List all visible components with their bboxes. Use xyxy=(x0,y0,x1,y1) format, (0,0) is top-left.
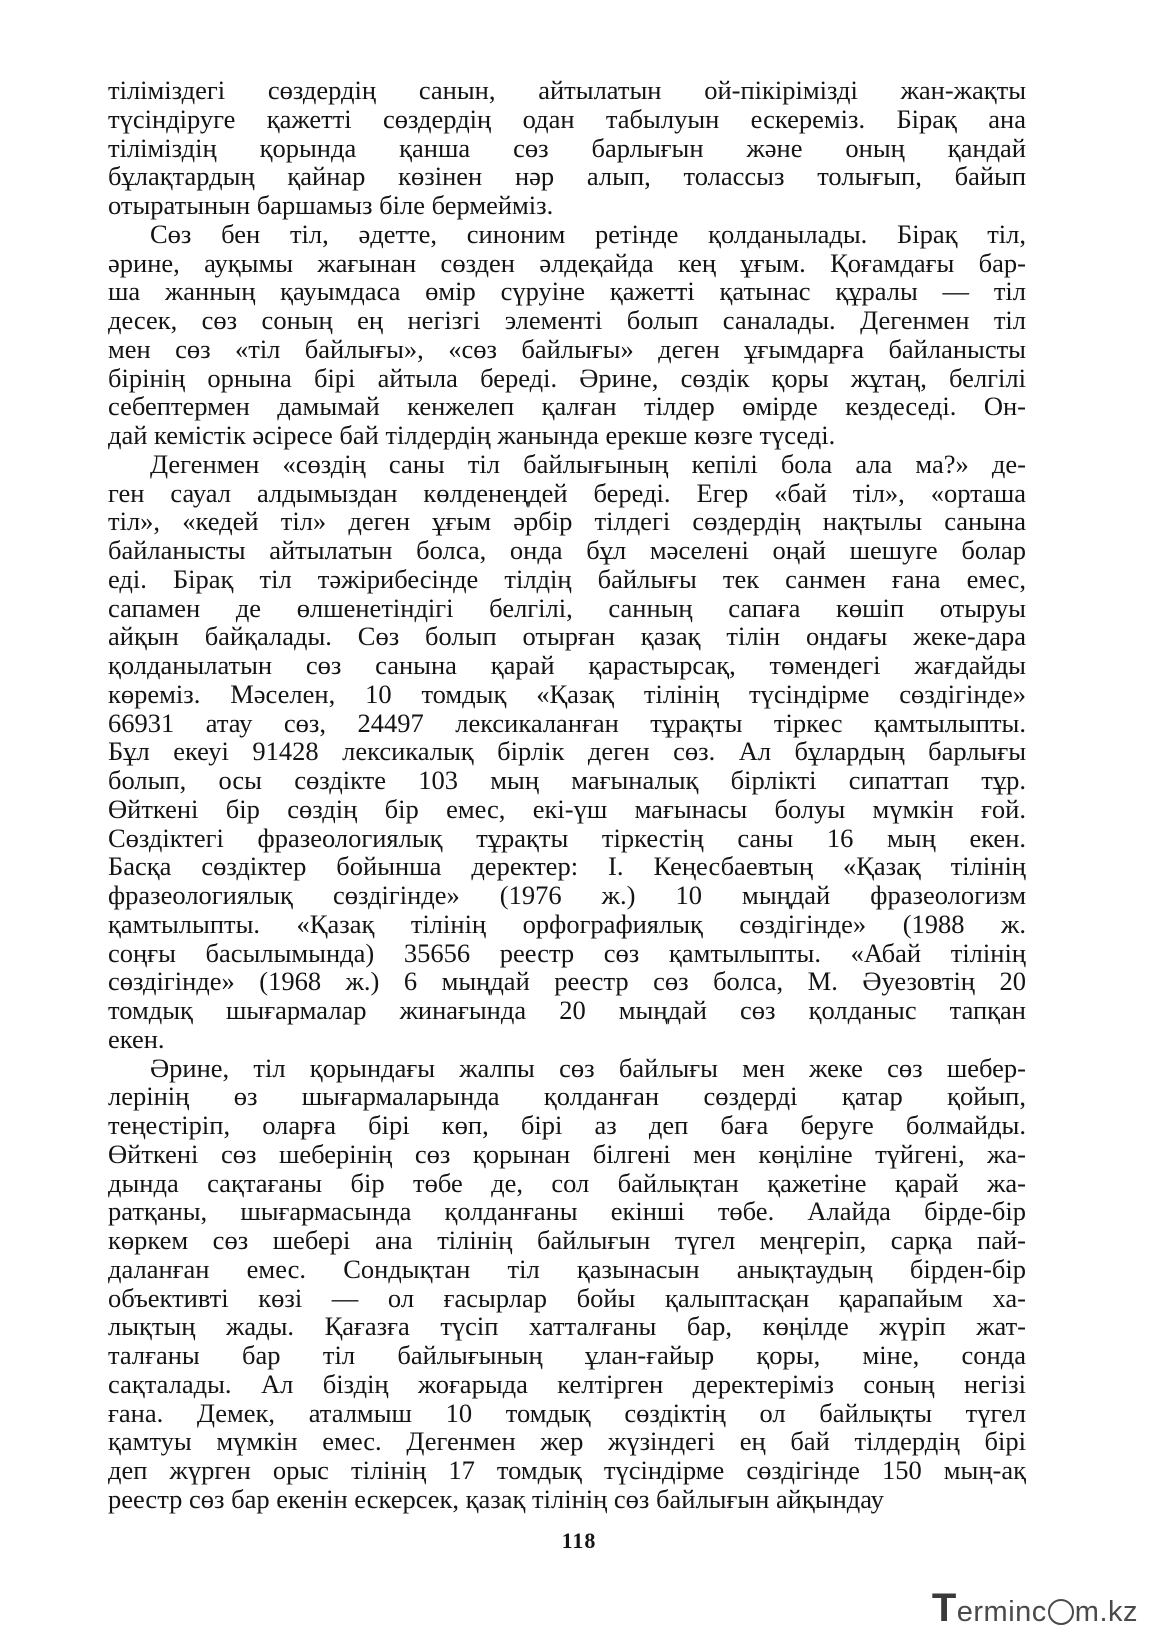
text-line: ғана. Демек, аталмыш 10 томдық сөздіктің ол байлықты түгел xyxy=(108,1397,1026,1428)
text-line: Басқа сөздіктер бойынша деректер: І. Кеңесбаевтың «Қазақ тілінің xyxy=(108,851,1026,882)
text-line: Бұл екеуі 91428 лексикалық бірлік деген сөз. Ал бұлардың барлығы xyxy=(108,736,1026,767)
text-line: Сөз бен тіл, әдетте, синоним ретінде қолданылады. Бірақ тіл, xyxy=(150,218,1026,249)
text-line: десек, сөз соның ең негізгі элементі болып саналады. Дегенмен тіл xyxy=(108,305,1026,335)
text-line: мен сөз «тіл байлығы», «сөз байлығы» деген ұғымдарға байланысты xyxy=(108,333,1026,364)
text-line: реестр сөз бар екенін ескерсек, қазақ тілінің сөз байлығын айқындау xyxy=(108,1483,884,1514)
text-line: тіл», «кедей тіл» деген ұғым әрбір тілдегі сөздердің нақтылы санына xyxy=(108,506,1026,537)
text-line: себептермен дамымай кенжелеп қалған тілдер өмірде кездеседі. Он- xyxy=(108,391,1026,422)
text-line: томдық шығармалар жинағында 20 мыңдай сөз қолданыс тапқан xyxy=(108,995,1026,1025)
text-line: деп жүрген орыс тілінің 17 томдық түсіндірме сөздігінде 150 мың-ақ xyxy=(108,1455,1026,1485)
text-line: бұлақтардың қайнар көзінен нәр алып, толассыз толығып, байып xyxy=(108,161,1026,192)
text-line: айқын байқалады. Сөз болып отырған қазақ тілін ондағы жеке-дара xyxy=(108,621,1026,652)
text-line: қамтылыпты. «Қазақ тілінің орфографиялық сөздігінде» (1988 ж. xyxy=(108,908,1026,939)
text-line: даланған емес. Сондықтан тіл қазынасын анықтаудың бірден-бір xyxy=(108,1253,1026,1284)
text-line: екен. xyxy=(108,1023,165,1054)
site-watermark xyxy=(932,1586,1138,1631)
text-line: қамтуы мүмкін емес. Дегенмен жер жүзіндегі ең бай тілдердің бірі xyxy=(108,1426,1026,1457)
text-line: 66931 атау сөз, 24497 лексикаланған тұрақты тіркес қамтылыпты. xyxy=(108,707,1026,738)
text-line: тіліміздің қорында қанша сөз барлығын және оның қандай xyxy=(108,132,1026,163)
text-line: дай кемістік әсіресе бай тілдердің жанында ерекше көзге түседі. xyxy=(108,420,836,450)
watermark-text-end: m.kz xyxy=(1074,1596,1138,1628)
text-line: Өйткені бір сөздің бір емес, екі-үш мағынасы болуы мүмкін ғой. xyxy=(108,793,1026,824)
text-line: фразеологиялық сөздігінде» (1976 ж.) 10 мыңдай фразеологизм xyxy=(108,880,1026,910)
text-line: болып, осы сөздікте 103 мың мағыналық бірлікті сипаттап тұр. xyxy=(108,765,1026,795)
watermark-initial: T xyxy=(931,1586,957,1630)
watermark-text-start: erminc xyxy=(956,1596,1047,1628)
text-line: ратқаны, шығармасында қолданғаны екінші төбе. Алайда бірде-бір xyxy=(108,1196,1026,1227)
watermark-logo-icon xyxy=(1048,1599,1074,1625)
text-line: тіліміздегі сөздердің санын, айтылатын ой-пікірімізді жан-жақты xyxy=(108,75,1026,105)
text-line: сапамен де өлшенетіндігі белгілі, санның сапаға көшіп отыруы xyxy=(108,592,1026,623)
text-line: соңғы басылымында) 35656 реестр сөз қамтылыпты. «Абай тілінің xyxy=(108,937,1026,968)
text-line: Өйткені сөз шеберінің сөз қорынан білгені мен көңіліне түйгені, жа- xyxy=(108,1138,1026,1169)
text-line: лықтың жады. Қағазға түсіп хатталғаны бар, көңілде жүріп жат- xyxy=(108,1311,1026,1342)
text-line: отыратынын баршамыз біле бермейміз. xyxy=(108,190,554,220)
text-line: көркем сөз шебері ана тілінің байлығын түгел меңгеріп, сарқа пай- xyxy=(108,1225,1026,1255)
text-line: еді. Бірақ тіл тәжірибесінде тілдің байлығы тек санмен ғана емес, xyxy=(108,563,1026,594)
text-line: лерінің өз шығармаларында қолданған сөздерді қатар қойып, xyxy=(108,1081,1026,1112)
text-line: сөздігінде» (1968 ж.) 6 мыңдай реестр сөз болса, М. Әуезовтің 20 xyxy=(108,966,1026,997)
text-line: Дегенмен «сөздің саны тіл байлығының кепілі бола ала ма?» де- xyxy=(150,448,1026,479)
text-line: Әрине, тіл қорындағы жалпы сөз байлығы мен жеке сөз шебер- xyxy=(150,1052,1026,1083)
text-line: байланысты айтылатын болса, онда бұл мәселені оңай шешуге болар xyxy=(108,535,1026,565)
text-line: әрине, ауқымы жағынан сөзден әлдеқайда кең ұғым. Қоғамдағы бар- xyxy=(108,247,1026,278)
text-line: ша жанның қауымдаса өмір сүруіне қажетті қатынас құралы — тіл xyxy=(108,276,1026,307)
text-line: ген сауал алдымыздан көлденеңдей береді. Егер «бай тіл», «орташа xyxy=(108,477,1026,508)
text-line: сақталады. Ал біздің жоғарыда келтірген деректеріміз соның негізі xyxy=(108,1368,1026,1399)
text-line: Сөздіктегі фразеологиялық тұрақты тіркестің саны 16 мың екен. xyxy=(108,822,1026,853)
text-line: объективті көзі — ол ғасырлар бойы қалыптасқан қарапайым ха- xyxy=(108,1282,1026,1313)
text-line: теңестіріп, оларға бірі көп, бірі аз деп баға беруге болмайды. xyxy=(108,1110,1026,1140)
text-line: талғаны бар тіл байлығының ұлан-ғайыр қоры, міне, сонда xyxy=(108,1340,1026,1370)
text-line: түсіндіруге қажетті сөздердің одан табылуын ескереміз. Бірақ ана xyxy=(108,103,1026,134)
text-line: көреміз. Мәселен, 10 томдық «Қазақ тілінің түсіндірме сөздігінде» xyxy=(108,678,1026,709)
text-line: бірінің орнына бірі айтыла береді. Әрине, сөздік қоры жұтаң, белгілі xyxy=(108,362,1026,393)
text-line: дында сақтағаны бір төбе де, сол байлықтан қажетіне қарай жа- xyxy=(108,1167,1026,1198)
text-line: қолданылатын сөз санына қарай қарастырсақ, төмендегі жағдайды xyxy=(108,650,1026,680)
page-number: 118 xyxy=(561,1528,597,1553)
body-text xyxy=(108,76,1026,1514)
